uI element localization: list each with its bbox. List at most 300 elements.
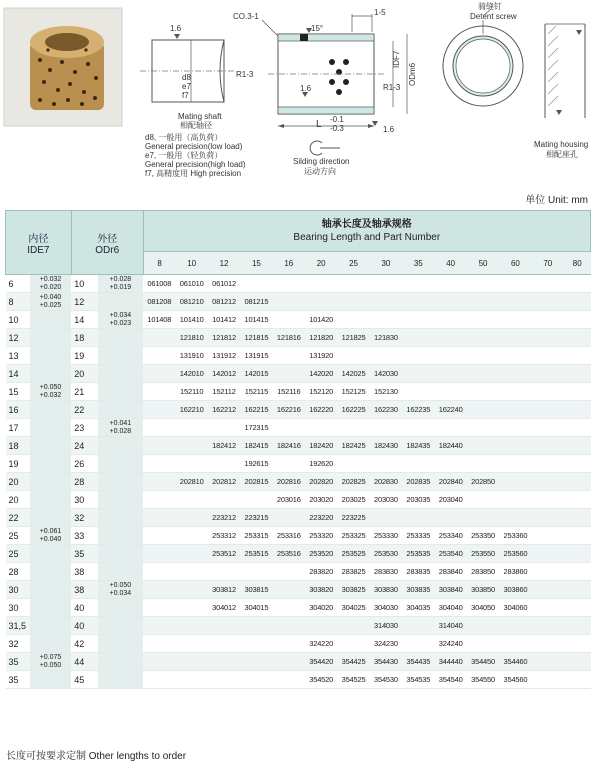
part-number-cell: 142012 bbox=[208, 365, 240, 383]
note-line-5: f7, 高精度用 High precision bbox=[145, 169, 242, 178]
outer-tolerance-cell bbox=[98, 527, 144, 545]
table-row bbox=[6, 491, 591, 509]
part-number-cell: 223212 bbox=[208, 509, 240, 527]
part-number-cell bbox=[143, 617, 175, 635]
part-number-cell bbox=[564, 419, 591, 437]
outer-diameter-cell: 26 bbox=[71, 455, 97, 473]
part-number-cell bbox=[402, 419, 434, 437]
part-number-cell: 303860 bbox=[499, 581, 531, 599]
part-number-cell bbox=[564, 437, 591, 455]
part-number-cell bbox=[434, 509, 466, 527]
inner-diameter-cell: 12 bbox=[6, 329, 30, 347]
part-number-cell bbox=[532, 347, 564, 365]
part-number-cell bbox=[240, 275, 272, 293]
outer-tolerance-cell: +0.041 +0.028 bbox=[98, 419, 144, 437]
length-col-header: 10 bbox=[175, 252, 207, 275]
part-number-cell bbox=[143, 635, 175, 653]
inner-tolerance-cell bbox=[30, 365, 72, 383]
outer-tolerance-cell bbox=[98, 545, 144, 563]
part-number-cell: 121815 bbox=[240, 329, 272, 347]
part-number-cell bbox=[240, 491, 272, 509]
table-row bbox=[6, 635, 591, 653]
part-number-cell bbox=[564, 527, 591, 545]
outer-diameter-cell: 23 bbox=[71, 419, 97, 437]
part-number-cell bbox=[240, 563, 272, 581]
title-en: Bearing Length and Part Number bbox=[293, 232, 441, 243]
table-row bbox=[6, 455, 591, 473]
screw-cn-label: 骑缝钉 bbox=[478, 2, 502, 11]
part-number-cell: 324230 bbox=[370, 635, 402, 653]
outer-diameter-cell: 38 bbox=[71, 563, 97, 581]
part-number-cell: 253360 bbox=[499, 527, 531, 545]
table-row bbox=[6, 275, 591, 293]
part-number-cell bbox=[532, 491, 564, 509]
part-number-cell bbox=[564, 401, 591, 419]
part-number-cell bbox=[208, 455, 240, 473]
part-number-cell bbox=[402, 365, 434, 383]
part-number-cell: 304040 bbox=[434, 599, 466, 617]
outer-diameter-cell: 14 bbox=[71, 311, 97, 329]
part-number-cell bbox=[434, 419, 466, 437]
part-number-cell bbox=[305, 617, 337, 635]
plug-dots-section bbox=[329, 59, 349, 95]
part-number-cell bbox=[337, 347, 369, 365]
outer-tolerance-cell bbox=[98, 365, 144, 383]
note-line-2: General precision(low load) bbox=[145, 142, 243, 151]
part-number-cell bbox=[499, 347, 531, 365]
table-row bbox=[6, 437, 591, 455]
part-number-cell: 121830 bbox=[370, 329, 402, 347]
outer-tolerance-cell bbox=[98, 635, 144, 653]
table-row bbox=[6, 347, 591, 365]
part-number-cell bbox=[402, 383, 434, 401]
part-number-cell bbox=[273, 563, 305, 581]
part-number-cell bbox=[532, 365, 564, 383]
part-number-cell bbox=[499, 293, 531, 311]
part-number-cell: 182412 bbox=[208, 437, 240, 455]
part-number-cell: 253330 bbox=[370, 527, 402, 545]
bearing-spec-table bbox=[5, 210, 591, 689]
inner-diameter-cell: 13 bbox=[6, 347, 30, 365]
part-number-cell: 354420 bbox=[305, 653, 337, 671]
inner-diameter-cell: 15 bbox=[6, 383, 30, 401]
part-number-cell bbox=[143, 365, 175, 383]
outer-tolerance-cell bbox=[98, 617, 144, 635]
inner-tolerance-cell bbox=[30, 329, 72, 347]
part-number-cell: 162212 bbox=[208, 401, 240, 419]
part-number-cell: 182430 bbox=[370, 437, 402, 455]
part-number-cell bbox=[499, 401, 531, 419]
inner-tolerance-cell bbox=[30, 545, 72, 563]
part-number-cell: 142015 bbox=[240, 365, 272, 383]
part-number-cell bbox=[564, 491, 591, 509]
inner-tolerance-cell bbox=[30, 509, 72, 527]
outer-diameter-cell: 22 bbox=[71, 401, 97, 419]
inner-tolerance-cell bbox=[30, 437, 72, 455]
part-number-cell: 162240 bbox=[434, 401, 466, 419]
part-number-cell: 121825 bbox=[337, 329, 369, 347]
part-number-cell bbox=[499, 383, 531, 401]
length-col-header: 25 bbox=[337, 252, 369, 275]
part-number-cell bbox=[402, 275, 434, 293]
table-body bbox=[6, 275, 591, 689]
part-number-cell: 354425 bbox=[337, 653, 369, 671]
part-number-cell: 354530 bbox=[370, 671, 402, 689]
part-number-cell bbox=[273, 311, 305, 329]
inner-tolerance-cell bbox=[30, 617, 72, 635]
inner-tolerance-cell bbox=[30, 401, 72, 419]
part-number-cell: 162216 bbox=[273, 401, 305, 419]
part-number-cell bbox=[370, 311, 402, 329]
outer-diameter-cell: 20 bbox=[71, 365, 97, 383]
part-number-cell bbox=[240, 635, 272, 653]
part-number-cell: 101415 bbox=[240, 311, 272, 329]
inner-diameter-cell: 19 bbox=[6, 455, 30, 473]
part-number-cell: 203016 bbox=[273, 491, 305, 509]
part-number-cell: 304035 bbox=[402, 599, 434, 617]
part-number-cell: 081215 bbox=[240, 293, 272, 311]
part-number-cell bbox=[564, 563, 591, 581]
part-number-cell bbox=[273, 599, 305, 617]
part-number-cell bbox=[143, 347, 175, 365]
table-row bbox=[6, 383, 591, 401]
inner-tolerance-cell bbox=[30, 635, 72, 653]
part-number-cell: 304012 bbox=[208, 599, 240, 617]
part-number-cell: 223225 bbox=[337, 509, 369, 527]
part-number-cell bbox=[175, 599, 207, 617]
inner-diameter-cell: 10 bbox=[6, 311, 30, 329]
part-number-cell bbox=[402, 455, 434, 473]
housing-en-label: Mating housing bbox=[534, 140, 589, 149]
part-number-cell bbox=[499, 437, 531, 455]
length-col-header: 80 bbox=[564, 252, 591, 275]
table-row bbox=[6, 365, 591, 383]
part-number-cell bbox=[143, 473, 175, 491]
part-number-cell bbox=[499, 455, 531, 473]
part-number-cell bbox=[305, 293, 337, 311]
inner-diameter-header bbox=[6, 211, 72, 275]
part-number-cell bbox=[467, 311, 499, 329]
part-number-cell: 253515 bbox=[240, 545, 272, 563]
part-number-cell bbox=[402, 509, 434, 527]
part-number-cell bbox=[499, 365, 531, 383]
part-number-cell: 192620 bbox=[305, 455, 337, 473]
table-row bbox=[6, 599, 591, 617]
part-number-cell: 202835 bbox=[402, 473, 434, 491]
part-number-cell bbox=[467, 419, 499, 437]
shaft-d8-label: d8 bbox=[182, 73, 191, 82]
table-row bbox=[6, 653, 591, 671]
part-number-cell: 324220 bbox=[305, 635, 337, 653]
part-number-cell bbox=[532, 563, 564, 581]
inner-diameter-cell: 32 bbox=[6, 635, 30, 653]
part-number-cell bbox=[175, 635, 207, 653]
inner-diameter-cell: 28 bbox=[6, 563, 30, 581]
part-number-cell bbox=[467, 437, 499, 455]
part-number-cell bbox=[143, 653, 175, 671]
part-number-cell: 162225 bbox=[337, 401, 369, 419]
shaft-e7-label: e7 bbox=[182, 82, 191, 91]
inner-tolerance-cell bbox=[30, 671, 72, 689]
part-number-cell bbox=[175, 455, 207, 473]
inner-diameter-cell: 30 bbox=[6, 599, 30, 617]
part-number-cell: 172315 bbox=[240, 419, 272, 437]
part-number-cell bbox=[532, 401, 564, 419]
inner-tolerance-cell bbox=[30, 581, 72, 599]
part-number-cell bbox=[499, 635, 531, 653]
part-number-cell bbox=[273, 275, 305, 293]
part-number-cell bbox=[337, 635, 369, 653]
outer-tolerance-cell bbox=[98, 437, 144, 455]
outer-diameter-cell: 38 bbox=[71, 581, 97, 599]
part-number-cell: 162230 bbox=[370, 401, 402, 419]
part-number-cell bbox=[402, 347, 434, 365]
part-number-cell bbox=[175, 527, 207, 545]
part-number-cell bbox=[532, 599, 564, 617]
table-row bbox=[6, 509, 591, 527]
table-row bbox=[6, 419, 591, 437]
outer-diameter-cell: 44 bbox=[71, 653, 97, 671]
outer-tolerance-cell bbox=[98, 347, 144, 365]
outer-diameter-cell: 12 bbox=[71, 293, 97, 311]
outer-diameter-cell: 45 bbox=[71, 671, 97, 689]
part-number-cell: 253530 bbox=[370, 545, 402, 563]
outer-cn: 外径 bbox=[97, 233, 118, 245]
part-number-cell bbox=[273, 617, 305, 635]
outer-tolerance-cell bbox=[98, 653, 144, 671]
outer-diameter-cell: 40 bbox=[71, 599, 97, 617]
inner-tolerance-cell bbox=[30, 599, 72, 617]
part-number-cell bbox=[402, 293, 434, 311]
inner-tolerance-cell bbox=[30, 563, 72, 581]
part-number-cell bbox=[434, 275, 466, 293]
bearing-length-header bbox=[143, 211, 590, 252]
part-number-cell: 283825 bbox=[337, 563, 369, 581]
part-number-cell bbox=[532, 671, 564, 689]
length-col-header: 30 bbox=[370, 252, 402, 275]
part-number-cell: 303815 bbox=[240, 581, 272, 599]
outer-tolerance-cell bbox=[98, 401, 144, 419]
part-number-cell: 152115 bbox=[240, 383, 272, 401]
part-number-cell: 253520 bbox=[305, 545, 337, 563]
part-number-cell: 121812 bbox=[208, 329, 240, 347]
part-number-cell: 253516 bbox=[273, 545, 305, 563]
part-number-cell bbox=[532, 527, 564, 545]
length-col-header: 12 bbox=[208, 252, 240, 275]
part-number-cell: 304015 bbox=[240, 599, 272, 617]
outer-tolerance-cell: +0.034 +0.023 bbox=[98, 311, 144, 329]
part-number-cell bbox=[467, 509, 499, 527]
part-number-cell bbox=[273, 653, 305, 671]
inner-cn: 内径 bbox=[28, 233, 49, 245]
part-number-cell: 303850 bbox=[467, 581, 499, 599]
part-number-cell bbox=[402, 329, 434, 347]
part-number-cell: 101420 bbox=[305, 311, 337, 329]
roughness-inner-label: 1.6 bbox=[300, 84, 312, 93]
part-number-cell: 202815 bbox=[240, 473, 272, 491]
part-number-cell bbox=[434, 347, 466, 365]
screw-en-label: Detent screw bbox=[470, 12, 517, 21]
part-number-cell: 142030 bbox=[370, 365, 402, 383]
table-row bbox=[6, 311, 591, 329]
part-number-cell: 131912 bbox=[208, 347, 240, 365]
outer-diameter-cell: 18 bbox=[71, 329, 97, 347]
part-number-cell bbox=[564, 653, 591, 671]
part-number-cell: 303812 bbox=[208, 581, 240, 599]
part-number-cell: 182425 bbox=[337, 437, 369, 455]
part-number-cell bbox=[564, 275, 591, 293]
part-number-cell: 202825 bbox=[337, 473, 369, 491]
outer-diameter-cell: 30 bbox=[71, 491, 97, 509]
table-row bbox=[6, 473, 591, 491]
part-number-cell bbox=[467, 329, 499, 347]
part-number-cell bbox=[143, 383, 175, 401]
inner-en: IDE7 bbox=[27, 244, 50, 256]
part-number-cell: 101410 bbox=[175, 311, 207, 329]
part-number-cell bbox=[370, 509, 402, 527]
part-number-cell: 314040 bbox=[434, 617, 466, 635]
part-number-cell bbox=[175, 491, 207, 509]
part-number-cell: 253325 bbox=[337, 527, 369, 545]
table-row bbox=[6, 563, 591, 581]
part-number-cell: 283840 bbox=[434, 563, 466, 581]
part-number-cell: 162210 bbox=[175, 401, 207, 419]
inner-diameter-cell: 35 bbox=[6, 671, 30, 689]
outer-tolerance-cell bbox=[98, 563, 144, 581]
id-f7-label: IDF7 bbox=[392, 50, 401, 68]
part-number-cell bbox=[434, 365, 466, 383]
part-number-cell bbox=[337, 311, 369, 329]
part-number-cell bbox=[273, 671, 305, 689]
od-m6-label: ODm6 bbox=[408, 62, 417, 86]
part-number-cell bbox=[564, 509, 591, 527]
inner-diameter-cell: 18 bbox=[6, 437, 30, 455]
dim-1-5-label: 1-5 bbox=[374, 8, 386, 17]
part-number-cell: 304025 bbox=[337, 599, 369, 617]
part-number-cell: 182435 bbox=[402, 437, 434, 455]
part-number-cell: 354525 bbox=[337, 671, 369, 689]
part-number-cell: 101412 bbox=[208, 311, 240, 329]
outer-diameter-cell: 19 bbox=[71, 347, 97, 365]
part-number-cell bbox=[499, 419, 531, 437]
part-number-cell bbox=[564, 383, 591, 401]
inner-tolerance-cell: +0.061 +0.040 bbox=[30, 527, 72, 545]
table-row bbox=[6, 545, 591, 563]
part-number-cell bbox=[402, 617, 434, 635]
part-number-cell bbox=[143, 671, 175, 689]
part-number-cell bbox=[370, 419, 402, 437]
part-number-cell bbox=[532, 653, 564, 671]
part-number-cell bbox=[143, 509, 175, 527]
part-number-cell bbox=[532, 437, 564, 455]
table-row bbox=[6, 401, 591, 419]
part-number-cell bbox=[337, 293, 369, 311]
part-number-cell bbox=[532, 473, 564, 491]
part-number-cell: 304020 bbox=[305, 599, 337, 617]
inner-diameter-cell: 25 bbox=[6, 545, 30, 563]
part-number-cell bbox=[273, 581, 305, 599]
part-number-cell bbox=[564, 329, 591, 347]
inner-diameter-cell: 8 bbox=[6, 293, 30, 311]
part-number-cell: 253316 bbox=[273, 527, 305, 545]
part-number-cell bbox=[273, 635, 305, 653]
outer-en: ODr6 bbox=[95, 244, 120, 256]
outer-diameter-header bbox=[71, 211, 143, 275]
inner-tolerance-cell: +0.032 +0.020 bbox=[30, 275, 72, 293]
part-number-cell bbox=[434, 293, 466, 311]
part-number-cell bbox=[564, 635, 591, 653]
part-number-cell bbox=[337, 419, 369, 437]
part-number-cell bbox=[143, 455, 175, 473]
part-number-cell: 061008 bbox=[143, 275, 175, 293]
inner-diameter-cell: 20 bbox=[6, 473, 30, 491]
part-number-cell bbox=[143, 563, 175, 581]
housing-cn-label: 相配座孔 bbox=[546, 150, 578, 159]
part-number-cell bbox=[532, 455, 564, 473]
part-number-cell: 303830 bbox=[370, 581, 402, 599]
part-number-cell: 101408 bbox=[143, 311, 175, 329]
outer-diameter-cell: 21 bbox=[71, 383, 97, 401]
part-number-cell bbox=[532, 383, 564, 401]
drawing-area bbox=[0, 0, 598, 195]
part-number-cell bbox=[143, 527, 175, 545]
part-number-cell: 202830 bbox=[370, 473, 402, 491]
part-number-cell bbox=[143, 545, 175, 563]
table-row bbox=[6, 671, 591, 689]
part-number-cell: 253312 bbox=[208, 527, 240, 545]
outer-diameter-cell: 28 bbox=[71, 473, 97, 491]
radius-left-label: R1-3 bbox=[236, 70, 254, 79]
part-number-cell: 223215 bbox=[240, 509, 272, 527]
part-number-cell bbox=[499, 491, 531, 509]
part-number-cell bbox=[305, 419, 337, 437]
inner-diameter-cell: 20 bbox=[6, 491, 30, 509]
table-row bbox=[6, 329, 591, 347]
table-row bbox=[6, 293, 591, 311]
part-number-cell bbox=[208, 653, 240, 671]
part-number-cell: 121810 bbox=[175, 329, 207, 347]
inner-tolerance-cell bbox=[30, 419, 72, 437]
part-number-cell: 203035 bbox=[402, 491, 434, 509]
part-number-cell bbox=[143, 329, 175, 347]
part-number-cell: 354430 bbox=[370, 653, 402, 671]
part-number-cell: 182440 bbox=[434, 437, 466, 455]
part-number-cell bbox=[175, 671, 207, 689]
part-number-cell bbox=[175, 653, 207, 671]
inner-tolerance-cell bbox=[30, 311, 72, 329]
part-number-cell bbox=[370, 347, 402, 365]
note-line-3: e7, 一般用（轻负荷） bbox=[145, 151, 223, 160]
length-col-header: 70 bbox=[532, 252, 564, 275]
table-row bbox=[6, 617, 591, 635]
radius-right-label: R1-3 bbox=[383, 83, 401, 92]
part-number-cell: 354435 bbox=[402, 653, 434, 671]
part-number-cell bbox=[370, 455, 402, 473]
part-number-cell bbox=[564, 617, 591, 635]
part-number-cell bbox=[564, 671, 591, 689]
part-number-cell bbox=[532, 509, 564, 527]
length-l-label: L bbox=[316, 119, 322, 130]
part-number-cell bbox=[240, 653, 272, 671]
part-number-cell: 223220 bbox=[305, 509, 337, 527]
length-col-header: 16 bbox=[273, 252, 305, 275]
part-number-cell: 303825 bbox=[337, 581, 369, 599]
outer-tolerance-cell bbox=[98, 455, 144, 473]
part-number-cell: 081212 bbox=[208, 293, 240, 311]
shaft-f7-label: f7 bbox=[182, 91, 189, 100]
part-number-cell: 131915 bbox=[240, 347, 272, 365]
table-row bbox=[6, 527, 591, 545]
